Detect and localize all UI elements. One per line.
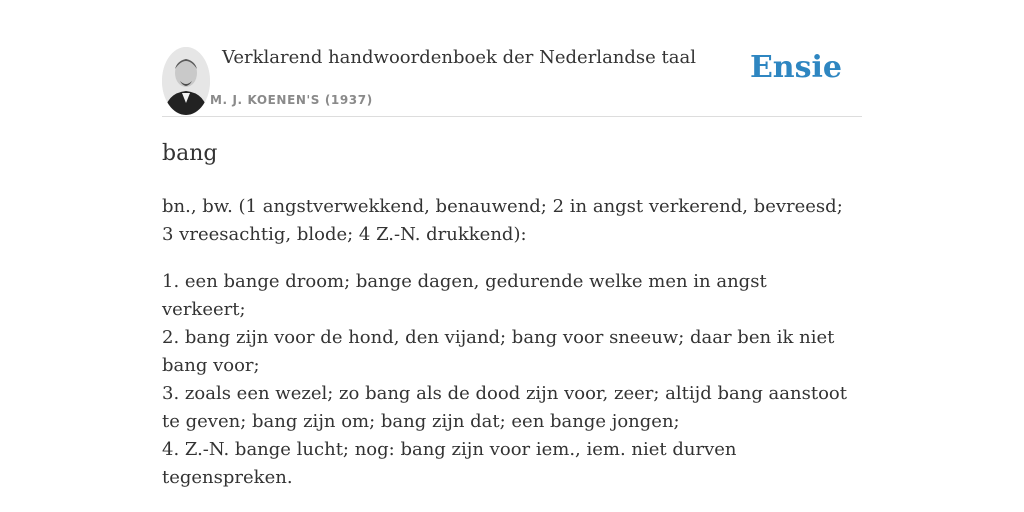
- entry-grammar: bn., bw. (1 angstverwekkend, benauwend; 2 in angst verkerend, bevreesd; 3 vreesachtig, blode; 4 Z.-N. drukkend):: [162, 196, 843, 245]
- entry-definition: [162, 193, 852, 492]
- entry-headword: bang: [162, 141, 218, 166]
- entry-sense: 3. zoals een wezel; zo bang als de dood zijn voor, zeer; altijd bang aanstoot te geven; bang zijn om; bang zijn dat; een bange jongen;: [162, 383, 847, 432]
- author-portrait-icon: [162, 47, 210, 115]
- dictionary-header: [162, 46, 862, 117]
- entry-sense: 2. bang zijn voor de hond, den vijand; bang voor sneeuw; daar ben ik niet bang voor;: [162, 327, 835, 376]
- entry-sense: 4. Z.-N. bange lucht; nog: bang zijn voor iem., iem. niet durven tegenspreken.: [162, 439, 737, 488]
- dictionary-title: Verklarend handwoordenboek der Nederlandse taal: [222, 47, 696, 68]
- ensie-logo-link[interactable]: Ensie: [749, 50, 842, 85]
- dictionary-page: [162, 0, 862, 512]
- entry-sense: 1. een bange droom; bange dagen, gedurende welke men in angst verkeert;: [162, 271, 767, 320]
- dictionary-author-edition: M. J. KOENEN'S (1937): [210, 93, 373, 107]
